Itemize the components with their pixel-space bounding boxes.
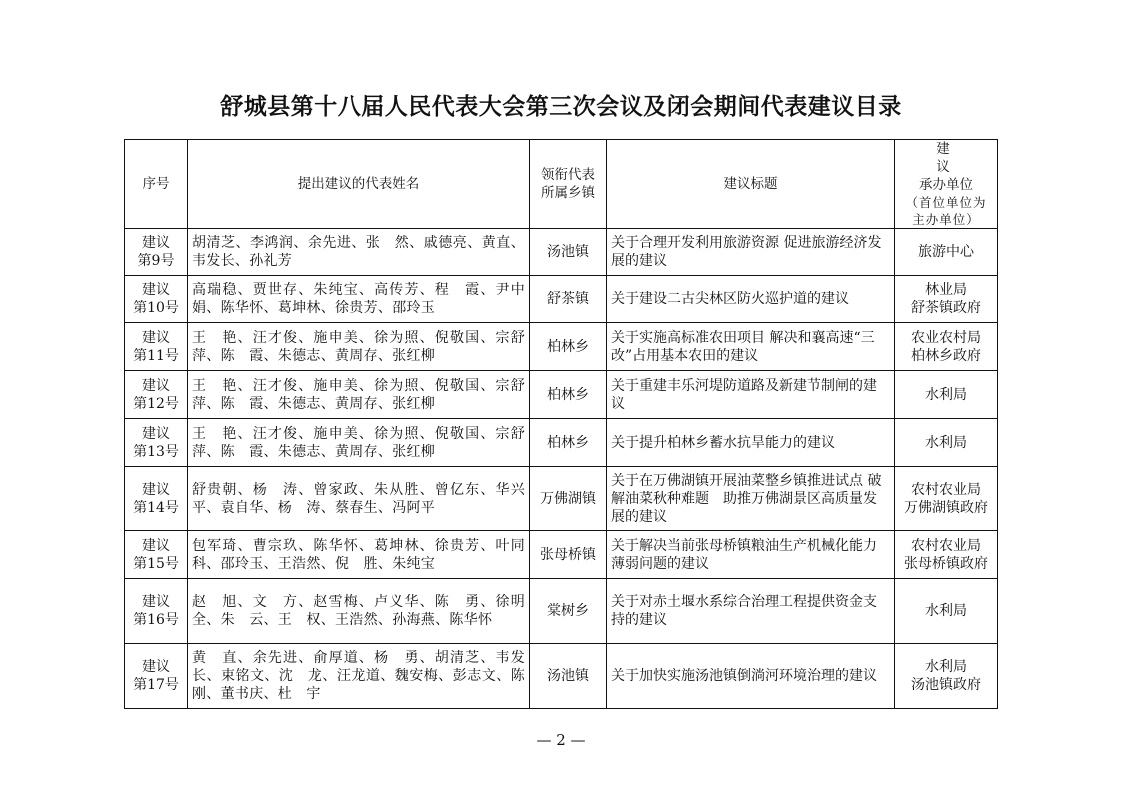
- row-serial-prefix: 建议: [142, 425, 170, 442]
- row-serial: [125, 323, 188, 371]
- table-row: [125, 419, 998, 467]
- row-serial: [125, 467, 188, 531]
- row-unit: [895, 531, 998, 579]
- row-unit-secondary: 舒茶镇政府: [911, 300, 981, 316]
- row-serial: [125, 419, 188, 467]
- row-serial: [125, 371, 188, 419]
- row-topic: 关于实施高标准农田项目 解决和襄高速“三改”占用基本农田的建议: [607, 323, 895, 371]
- row-topic: 关于建设二古尖林区防火巡护道的建议: [607, 276, 895, 323]
- row-serial-prefix: 建议: [142, 481, 170, 498]
- row-unit: [895, 467, 998, 531]
- row-topic: 关于解决当前张母桥镇粮油生产机械化能力薄弱问题的建议: [607, 531, 895, 579]
- table-row: [125, 323, 998, 371]
- row-serial: [125, 276, 188, 323]
- row-unit-primary: 旅游中心: [918, 244, 974, 260]
- row-topic: 关于提升柏林乡蓄水抗旱能力的建议: [607, 419, 895, 467]
- row-township: 舒茶镇: [530, 276, 607, 323]
- row-township: 柏林乡: [530, 371, 607, 419]
- row-unit-primary: 农村农业局: [911, 481, 981, 498]
- table-row: [125, 371, 998, 419]
- row-topic: 关于对赤土堰水系综合治理工程提供资金支持的建议: [607, 579, 895, 644]
- table-header-row: [125, 140, 998, 229]
- header-serial-number: 序号: [125, 140, 188, 229]
- row-serial: [125, 531, 188, 579]
- row-serial-number: 第16号: [133, 612, 179, 628]
- row-township: 张母桥镇: [530, 531, 607, 579]
- row-township: 棠树乡: [530, 579, 607, 644]
- table-row: [125, 644, 998, 709]
- row-township: 汤池镇: [530, 229, 607, 276]
- header-handling-unit: [895, 140, 998, 229]
- row-serial-number: 第9号: [137, 253, 175, 269]
- proposal-table: [124, 139, 998, 709]
- table-row: [125, 229, 998, 276]
- row-unit-secondary: 汤池镇政府: [911, 677, 981, 693]
- row-names: 高瑞稳、贾世存、朱纯宝、高传芳、程 霞、尹中娟、陈华怀、葛坤林、徐贵芳、邵玲玉: [188, 276, 530, 323]
- header-lead-township-line2: 所属乡镇: [541, 185, 595, 201]
- row-unit: [895, 229, 998, 276]
- row-unit-primary: 水利局: [925, 603, 967, 619]
- row-township: 柏林乡: [530, 419, 607, 467]
- table-row: [125, 579, 998, 644]
- row-unit: [895, 276, 998, 323]
- row-serial-prefix: 建议: [142, 594, 170, 610]
- row-names: 王 艳、汪才俊、施申美、徐为照、倪敬国、宗舒萍、陈 霞、朱德志、黄周存、张红柳: [188, 371, 530, 419]
- row-names: 黄 直、余先进、俞厚道、杨 勇、胡清芝、韦发长、束铭文、沈 龙、汪龙道、魏安梅、彭志文、陈 刚、董书庆、杜 宇: [188, 644, 530, 709]
- row-township: 汤池镇: [530, 644, 607, 709]
- row-township: 柏林乡: [530, 323, 607, 371]
- row-serial: [125, 229, 188, 276]
- table-row: [125, 467, 998, 531]
- header-handling-unit-line1: 建 议: [936, 141, 970, 175]
- row-serial-number: 第11号: [133, 347, 179, 364]
- row-serial-number: 第17号: [133, 677, 179, 693]
- row-serial-prefix: 建议: [142, 659, 170, 675]
- row-serial-number: 第14号: [133, 499, 179, 516]
- header-representative-names: 提出建议的代表姓名: [188, 140, 530, 229]
- row-unit: [895, 371, 998, 419]
- table-row: [125, 276, 998, 323]
- row-serial: [125, 579, 188, 644]
- header-handling-unit-note: （首位单位为主办单位）: [905, 195, 987, 227]
- row-unit-primary: 水利局: [925, 659, 967, 675]
- row-township: 万佛湖镇: [530, 467, 607, 531]
- row-serial: [125, 644, 188, 709]
- row-unit-primary: 林业局: [925, 282, 967, 298]
- row-serial-prefix: 建议: [142, 282, 170, 298]
- row-unit: [895, 579, 998, 644]
- row-serial-prefix: 建议: [142, 537, 170, 554]
- row-serial-number: 第15号: [133, 555, 179, 572]
- row-topic: 关于合理开发利用旅游资源 促进旅游经济发展的建议: [607, 229, 895, 276]
- row-serial-number: 第12号: [133, 395, 179, 412]
- row-unit-primary: 水利局: [925, 434, 967, 451]
- row-names: 舒贵朝、杨 涛、曾家政、朱从胜、曾亿东、华兴平、袁自华、杨 涛、蔡春生、冯阿平: [188, 467, 530, 531]
- row-serial-number: 第10号: [133, 300, 179, 316]
- row-unit: [895, 323, 998, 371]
- header-lead-township: [530, 140, 607, 229]
- row-serial-number: 第13号: [133, 443, 179, 460]
- page-number: — 2 —: [536, 731, 586, 749]
- row-names: 胡清芝、李鸿润、余先进、张 然、戚德亮、黄直、韦发长、孙礼芳: [188, 229, 530, 276]
- table-row: [125, 531, 998, 579]
- row-unit-secondary: 万佛湖镇政府: [904, 499, 988, 516]
- row-unit-secondary: 柏林乡政府: [911, 347, 981, 364]
- row-names: 包军琦、曹宗玖、陈华怀、葛坤林、徐贵芳、叶同科、邵玲玉、王浩然、倪 胜、朱纯宝: [188, 531, 530, 579]
- row-unit-primary: 水利局: [925, 386, 967, 403]
- header-proposal-title: 建议标题: [607, 140, 895, 229]
- header-lead-township-line1: 领衔代表: [541, 167, 595, 183]
- document-title: 舒城县第十八届人民代表大会第三次会议及闭会期间代表建议目录: [220, 93, 902, 120]
- row-topic: 关于加快实施汤池镇倒淌河环境治理的建议: [607, 644, 895, 709]
- row-serial-prefix: 建议: [142, 329, 170, 346]
- header-handling-unit-line2: 承办单位: [919, 177, 973, 193]
- row-unit: [895, 419, 998, 467]
- row-serial-prefix: 建议: [142, 377, 170, 394]
- row-names: 赵 旭、文 方、赵雪梅、卢义华、陈 勇、徐明全、朱 云、王 权、王浩然、孙海燕、陈华怀: [188, 579, 530, 644]
- row-serial-prefix: 建议: [142, 235, 170, 251]
- row-unit-primary: 农业农村局: [911, 329, 981, 346]
- row-unit-secondary: 张母桥镇政府: [904, 555, 988, 572]
- row-names: 王 艳、汪才俊、施申美、徐为照、倪敬国、宗舒萍、陈 霞、朱德志、黄周存、张红柳: [188, 323, 530, 371]
- row-names: 王 艳、汪才俊、施申美、徐为照、倪敬国、宗舒萍、陈 霞、朱德志、黄周存、张红柳: [188, 419, 530, 467]
- row-topic: 关于在万佛湖镇开展油菜整乡镇推进试点 破解油菜秋种难题 助推万佛湖景区高质量发展的建议: [607, 467, 895, 531]
- row-unit: [895, 644, 998, 709]
- row-unit-primary: 农村农业局: [911, 537, 981, 554]
- row-topic: 关于重建丰乐河堤防道路及新建节制闸的建议: [607, 371, 895, 419]
